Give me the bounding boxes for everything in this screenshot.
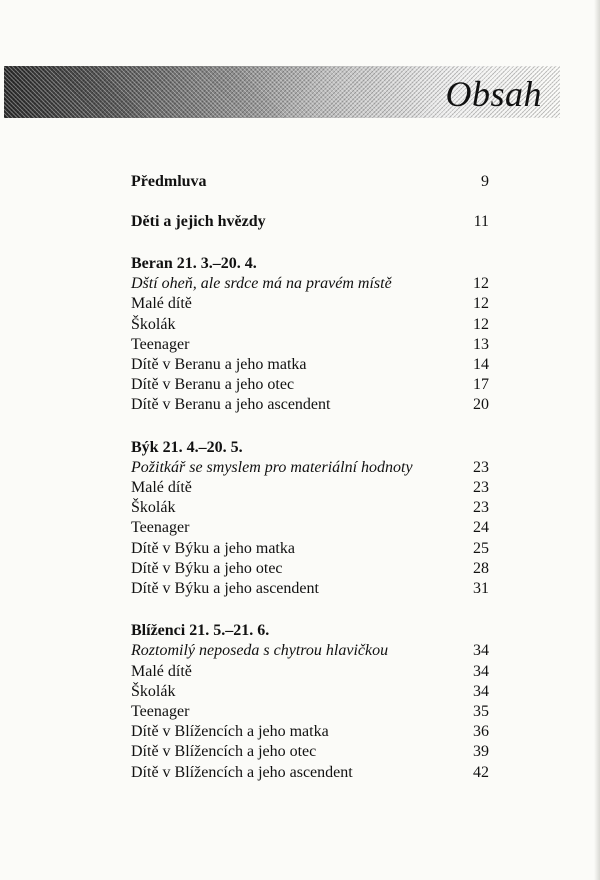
toc-entry-page: 36 [473, 723, 489, 741]
toc-entry-page: 12 [473, 275, 489, 293]
toc-entry-label: Školák [131, 315, 176, 333]
toc-entry-page: 23 [473, 479, 489, 497]
toc-entry[interactable] [131, 579, 489, 599]
toc-entry-label: Dítě v Býku a jeho matka [131, 539, 295, 557]
toc-entry-label: Malé dítě [131, 295, 192, 313]
toc-entry[interactable] [131, 458, 489, 478]
toc-entry-page: 20 [473, 396, 489, 414]
section-heading: Býk 21. 4.–20. 5. [131, 438, 243, 456]
toc-entry-page: 34 [473, 682, 489, 700]
toc-entry-page: 35 [473, 703, 489, 721]
toc-entry-preface[interactable] [131, 172, 489, 192]
toc-entry-page: 12 [473, 295, 489, 313]
toc-entry-page: 17 [473, 376, 489, 394]
toc-section-taurus [131, 438, 489, 600]
toc-entry[interactable] [131, 335, 489, 355]
toc-entry-page: 42 [473, 763, 489, 781]
toc-entry-page: 23 [473, 458, 489, 476]
toc-entry-label: Teenager [131, 703, 190, 721]
toc-entry-page: 31 [473, 580, 489, 598]
toc-entry-label: Dítě v Blížencích a jeho ascendent [131, 763, 353, 781]
section-heading: Beran 21. 3.–20. 4. [131, 255, 257, 272]
toc-entry-page: 39 [473, 743, 489, 761]
page-edge-shadow [594, 0, 600, 880]
toc-entry[interactable] [131, 274, 489, 294]
toc-entry-label: Dítě v Blížencích a jeho otec [131, 743, 317, 761]
toc-entry-label: Dítě v Býku a jeho ascendent [131, 580, 319, 598]
toc-section-gemini [131, 621, 489, 783]
toc-entry-label: Předmluva [131, 173, 207, 190]
toc-entry-page: 23 [473, 499, 489, 517]
toc-entry[interactable] [131, 763, 489, 783]
toc-entry[interactable] [131, 682, 489, 702]
toc-entry[interactable] [131, 395, 489, 415]
toc-entry-label: Malé dítě [131, 662, 192, 680]
toc-entry-label: Dítě v Beranu a jeho matka [131, 356, 307, 374]
toc-entry[interactable] [131, 315, 489, 335]
toc-entry-label: Školák [131, 682, 176, 700]
toc-entry[interactable] [131, 722, 489, 742]
toc-entry-page: 14 [473, 356, 489, 374]
toc-entry[interactable] [131, 478, 489, 498]
toc-entry[interactable] [131, 641, 489, 661]
toc-entry[interactable] [131, 375, 489, 395]
toc-entry-label: Školák [131, 499, 176, 517]
toc-entry-label: Roztomilý neposeda s chytrou hlavičkou [131, 642, 389, 660]
toc-entry[interactable] [131, 294, 489, 314]
toc-entry-page: 24 [473, 519, 489, 537]
toc-entry-page: 28 [473, 559, 489, 577]
toc-entry-page: 9 [481, 173, 489, 190]
section-heading: Blíženci 21. 5.–21. 6. [131, 622, 270, 640]
toc-entry-label: Malé dítě [131, 479, 192, 497]
toc-entry-label: Děti a jejich hvězdy [131, 213, 266, 230]
toc-entry[interactable] [131, 355, 489, 375]
toc-entry[interactable] [131, 742, 489, 762]
toc-entry-label: Teenager [131, 519, 190, 537]
toc-entry-label: Požitkář se smyslem pro materiální hodnoty [131, 458, 413, 476]
toc-entry[interactable] [131, 702, 489, 722]
toc-entry[interactable] [131, 518, 489, 538]
toc-entry-children-and-stars[interactable] [131, 212, 489, 232]
toc-entry-label: Dítě v Býku a jeho otec [131, 559, 283, 577]
toc-entry-label: Dští oheň, ale srdce má na pravém místě [131, 275, 392, 293]
page-title: Obsah [445, 74, 542, 114]
table-of-contents [131, 172, 489, 783]
toc-entry[interactable] [131, 559, 489, 579]
toc-entry[interactable] [131, 539, 489, 559]
toc-entry-page: 34 [473, 642, 489, 660]
toc-entry-page: 12 [473, 315, 489, 333]
toc-entry-page: 25 [473, 539, 489, 557]
toc-entry-label: Teenager [131, 335, 190, 353]
toc-entry-page: 13 [473, 335, 489, 353]
toc-entry-label: Dítě v Beranu a jeho otec [131, 376, 295, 394]
toc-entry[interactable] [131, 662, 489, 682]
toc-entry-page: 11 [473, 213, 489, 230]
toc-entry-label: Dítě v Blížencích a jeho matka [131, 723, 329, 741]
toc-entry-label: Dítě v Beranu a jeho ascendent [131, 396, 331, 414]
toc-entry[interactable] [131, 498, 489, 518]
toc-section-aries [131, 254, 489, 416]
toc-entry-page: 34 [473, 662, 489, 680]
